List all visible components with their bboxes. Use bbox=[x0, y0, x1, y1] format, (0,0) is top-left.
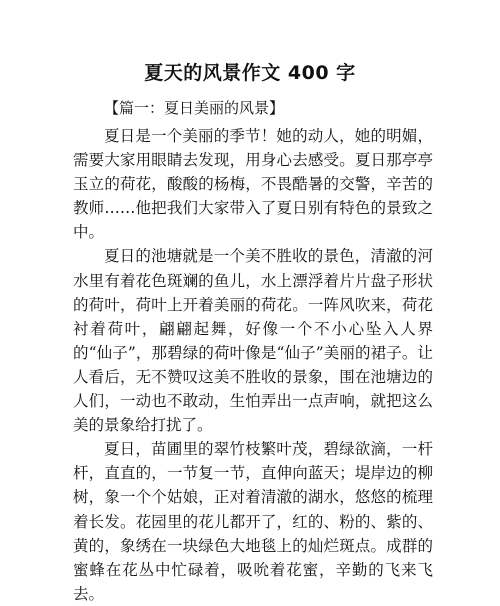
paragraph-1: 夏日是一个美丽的季节！她的动人，她的明媚，需要大家用眼睛去发现，用身心去感受。夏日那亭亭玉立的荷花，酸酸的杨梅，不畏酷暑的交警，辛苦的教师……他把我们大家带入了夏日别有特色的景致之中。 bbox=[73, 127, 433, 242]
section-heading: 【篇一：夏日美丽的风景】 bbox=[104, 99, 285, 117]
page-title: 夏天的风景作文 400 字 bbox=[144, 62, 356, 84]
paragraph-2: 夏日的池塘就是一个美不胜收的景色，清澈的河水里有着花色斑斓的鱼儿，水上漂浮着片片盘子形状的荷叶，荷叶上开着美丽的荷花。一阵风吹来，荷花衬着荷叶，翩翩起舞，好像一个不小心坠入人界的“仙子”，那碧绿的荷叶像是“仙子”美丽的裙子。让人看后，无不赞叹这美不胜收的景象，围在池塘边的人们，一动也不敢动，生怕弄出一点声响，就把这么美的景象给打扰了。 bbox=[73, 247, 433, 435]
paragraph-3: 夏日，苗圃里的翠竹枝繁叶茂，碧绿欲滴，一杆杆，直直的，一节复一节，直伸向蓝天；堤岸边的柳树，象一个个姑娘，正对着清澈的湖水，悠悠的梳理着长发。花园里的花儿都开了，红的、粉的、紫的、黄的，象绣在一块绿色大地毯上的灿烂斑点。成群的蜜蜂在花丛中忙碌着，吸吮着花蜜，辛勤的飞来飞去。 bbox=[73, 440, 433, 603]
article-body bbox=[73, 124, 433, 606]
